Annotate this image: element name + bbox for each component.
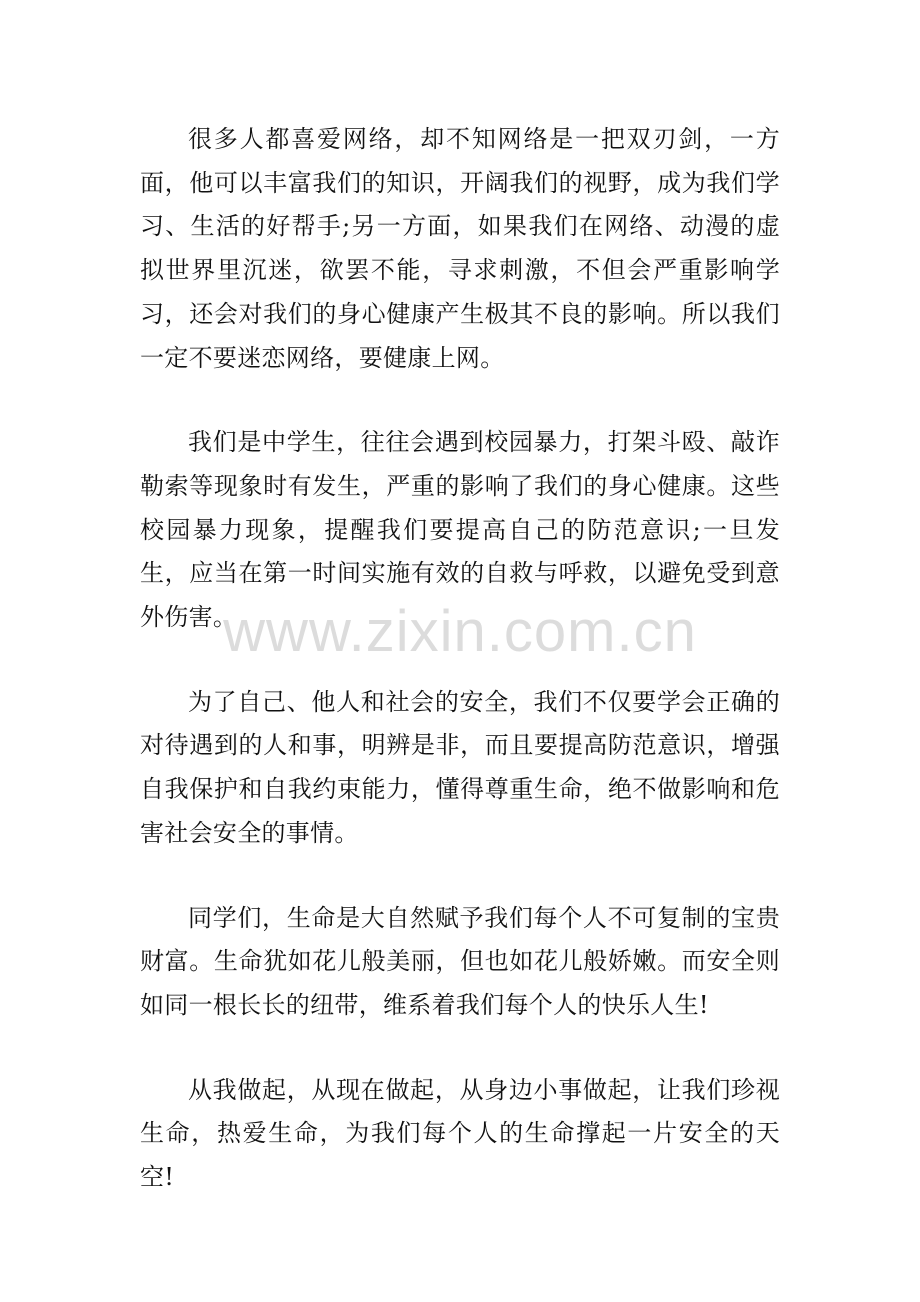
document-body <box>140 118 780 1200</box>
paragraph-value-of-life: 同学们，生命是大自然赋予我们每个人不可复制的宝贵财富。生命犹如花儿般美丽，但也如花儿般娇嫩。而安全则如同一根长长的纽带，维系着我们每个人的快乐人生! <box>140 903 780 1019</box>
watermark: www.zixin.com.cn <box>223 599 697 664</box>
paragraph-campus-violence: 我们是中学生，往往会遇到校园暴力，打架斗殴、敲诈勒索等现象时有发生，严重的影响了我们的身心健康。这些校园暴力现象，提醒我们要提高自己的防范意识;一旦发生，应当在第一时间实施有效的自救与呼救，以避免受到意外伤害。 <box>140 428 780 632</box>
paragraph-social-safety: 为了自己、他人和社会的安全，我们不仅要学会正确的对待遇到的人和事，明辨是非，而且要提高防范意识，增强自我保护和自我约束能力，懂得尊重生命，绝不做影响和危害社会安全的事情。 <box>140 687 780 847</box>
paragraph-internet: 很多人都喜爱网络，却不知网络是一把双刃剑，一方面，他可以丰富我们的知识，开阔我们的视野，成为我们学习、生活的好帮手;另一方面，如果我们在网络、动漫的虚拟世界里沉迷，欲罢不能，寻求刺激，不但会严重影响学习，还会对我们的身心健康产生极其不良的影响。所以我们一定不要迷恋网络，要健康上网。 <box>140 125 780 372</box>
paragraph-conclusion: 从我做起，从现在做起，从身边小事做起，让我们珍视生命，热爱生命，为我们每个人的生命撑起一片安全的天空! <box>140 1075 780 1192</box>
